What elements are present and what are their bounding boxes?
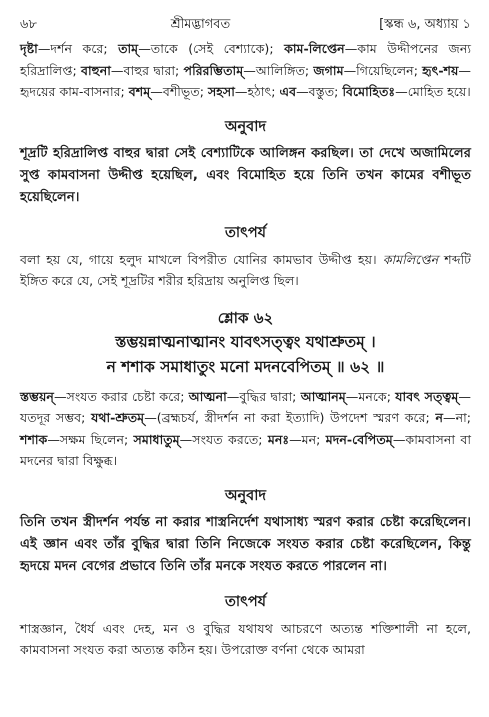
synonym-meaning: —বস্তুত; [296,84,343,99]
translation-heading: অনুবাদ [224,487,267,504]
synonym-meaning: —মোহিত হয়ে। [395,84,471,99]
verse-line-2: ন শশাক সমাধাতুং মনো মদনবেপিতম্ ॥ ৬২ ॥ [106,357,385,376]
page-number: ৬৮ [20,17,37,32]
synonym-meaning: —হৃদয়ের কাম-বাসনার; [20,62,472,99]
synonym-word: জগাম [313,62,344,78]
synonym-word: সহসা [207,84,235,99]
book-title: শ্রীমদ্ভাগবত [170,17,231,32]
synonym-word: সমাধাতুম্ [133,431,180,447]
synonym-word: যথা-শ্রুতম্ [91,410,145,425]
synonyms-block [20,38,471,103]
synonym-meaning: —গিয়েছিলেন; [343,62,423,78]
verse-line-1: স্তম্ভয়ন্নাত্মনাত্মানং যাবৎসত্ত্বং যথাশ্রুতম্ । [115,332,376,351]
synonym-meaning: —সক্ষম ছিলেন; [47,431,134,447]
synonym-word: শশাক [20,431,48,447]
synonym-meaning: —সংযত করার চেষ্টা করে; [53,388,189,404]
synonym-word: আত্মানম্ [300,388,346,404]
synonym-meaning: —হঠাৎ; [234,84,280,99]
synonym-meaning: —না; [442,410,471,425]
page-header [20,14,471,34]
synonym-meaning: —যতদূর সম্ভব; [20,388,471,425]
synonym-meaning: —তাকে (সেই বেশ্যাকে); [138,41,285,56]
synonym-meaning: —কাম উদ্দীপনের জন্য হরিদ্রালিপ্ত; [20,41,471,78]
purport-text [20,249,471,292]
synonym-word: ন [435,410,443,425]
synonym-meaning: —বশীভূত; [150,84,208,99]
synonym-meaning: —বুদ্ধির দ্বারা; [226,388,301,404]
synonym-word: দৃষ্টা [20,41,38,56]
synonym-word: হৃৎ-শয় [422,62,459,78]
synonym-word: বশম্ [128,84,151,99]
synonym-word: বিমোহিতঃ [342,84,396,99]
synonym-meaning: —মন; [289,431,326,447]
synonym-word: এব [279,84,297,99]
purport-text-part: বলা হয় যে, গায়ে হলুদ মাখলে বিপরীত যোনির কামভাব উদ্দীপ্ত হয়। [20,251,383,267]
synonym-meaning: —মনকে; [345,388,396,404]
synonym-meaning: —সংযত করতে; [179,431,268,447]
translation-heading: অনুবাদ [224,118,267,135]
translation-text: তিনি তখন স্ত্রীদর্শন পর্যন্ত না করার শাস্ত্রনির্দেশ যথাসাধ্য স্মরণ করার চেষ্টা করেছিলেন। এই জ্ঞান এবং তাঁর বুদ্ধির দ্বারা তিনি নিজেকে সংযত করার চেষ্টা করেছিলেন, কিন্তু হৃদয়ে মদন বেগের প্রভাবে তিনি তাঁর মনকে সংযত করতে পারলেন না। [20,514,471,574]
synonym-word: মনঃ [267,431,290,447]
chapter-reference: [স্কন্ধ ৬, অধ্যায় ১ [379,17,471,32]
synonym-word: স্তম্ভয়ন্ [20,388,54,404]
synonym-meaning: —দর্শন করে; [37,41,119,56]
synonym-word: বাহুনা [81,62,111,78]
purport-heading: তাৎপর্য [224,593,267,610]
synonym-word: কাম-লিপ্তেন [284,41,345,56]
synonym-meaning: —কামবাসনা বা মদনের দ্বারা বিক্ষুব্ধ। [20,431,471,468]
synonym-word: পরিরম্ভিতাম্ [183,62,244,78]
synonym-meaning: —আলিঙ্গিত; [243,62,314,78]
purport-italic-term: কামলিপ্তেন [382,251,439,267]
purport-text: শাস্ত্রজ্ঞান, ধৈর্য এবং দেহ, মন ও বুদ্ধির যথাযথ আচরণে অত্যন্ত শক্তিশালী না হলে, কামবাসনা সংযত করা অত্যন্ত কঠিন হয়। উপরোক্ত বর্ণনা থেকে আমরা [20,620,471,657]
synonym-meaning: —(ব্রহ্মচর্য, স্ত্রীদর্শন না করা ইত্যাদি) উপদেশ স্মরণ করে; [144,410,436,425]
translation-text: শূদ্রটি হরিদ্রালিপ্ত বাহুর দ্বারা সেই বেশ্যাটিকে আলিঙ্গন করছিল। তা দেখে অজামিলের সুপ্ত কামবাসনা উদ্দীপ্ত হয়েছিল, এবং বিমোহিত হয়ে তিনি তখন কামের বশীভূত হয়েছিলেন। [20,145,471,205]
synonym-word: তাম্ [118,41,139,56]
synonym-meaning: —বাহুর দ্বারা; [110,62,184,78]
synonyms-block [20,386,471,472]
synonym-word: আত্মনা [188,388,227,404]
verse-title: শ্লোক ৬২ [217,308,274,327]
purport-heading: তাৎপর্য [224,224,267,241]
synonym-word: মদন-বেপিতম্ [325,431,393,447]
synonym-word: যাবৎ সত্ত্বম্ [395,388,459,404]
purport-text-part: শব্দটি ইঙ্গিত করে যে, সেই শূদ্রটির শরীর হরিদ্রায় অনুলিপ্ত ছিল। [20,251,471,288]
